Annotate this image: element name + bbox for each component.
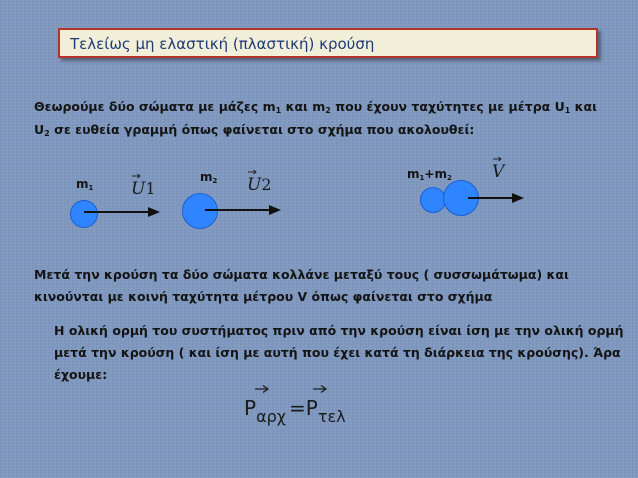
intro-sub-4: 2 (44, 129, 50, 138)
p-final-subscript: τελ (317, 407, 346, 426)
title-box (58, 28, 598, 58)
p-final: P (305, 396, 318, 420)
p-initial-subscript: αρχ (256, 407, 287, 426)
intro-text-a: Θεωρούμε δύο σώματα με μάζες m (34, 99, 276, 114)
intro-sub-1: 1 (275, 106, 282, 115)
intro-text-b: και m (281, 99, 326, 114)
momentum-formula (244, 396, 346, 426)
vector-arrow-icon (132, 173, 141, 179)
ball-combined-small (420, 187, 446, 213)
combined-mass-label: $m_1+m_2$ (407, 167, 452, 182)
intro-line-1 (34, 96, 597, 117)
intro-sub-3: 1 (564, 106, 571, 115)
after-line-2: κινούνται με κοινή ταχύτητα μέτρου V όπως φαίνεται στο σχήμα (34, 289, 493, 304)
equals-sign: = (289, 396, 306, 420)
vector-arrow-icon (493, 156, 502, 162)
intro-text-e: U (34, 122, 45, 137)
slide-title: Τελείως μη ελαστική (πλαστική) κρούση (70, 35, 375, 53)
after-line-1: Μετά την κρούση τα δύο σώματα κολλάνε μεταξύ τους ( συσσωμάτωμα) και (34, 267, 569, 282)
velocity-arrow-v (466, 191, 526, 205)
intro-text-c: που έχουν ταχύτητες με μέτρα U (330, 99, 565, 114)
momentum-line-1: Η ολική ορμή του συστήματος πριν από την κρούση είναι ίση με την ολική ορμή (54, 323, 624, 338)
mass-1-label: $m_1$ (76, 177, 94, 192)
p-initial: P (244, 396, 257, 420)
vector-arrow-icon (254, 384, 270, 394)
intro-line-2 (34, 119, 474, 140)
velocity-arrow-u1 (82, 205, 162, 219)
momentum-line-3: έχουμε: (54, 367, 108, 382)
intro-text-d: και (570, 99, 598, 114)
velocity-u1-label: U1 (131, 181, 156, 198)
velocity-u2-label: U2 (247, 177, 272, 194)
momentum-line-2: μετά την κρούση ( και ίση με αυτή που έχει κατά τη διάρκεια της κρούσης). Άρα (54, 345, 621, 360)
velocity-v-label: V (492, 164, 504, 181)
intro-text-f: σε ευθεία γραμμή όπως φαίνεται στο σχήμα που ακολουθεί: (49, 122, 475, 137)
mass-2-label: $m_2$ (200, 170, 218, 185)
intro-sub-2: 2 (325, 106, 331, 115)
vector-arrow-icon (312, 384, 328, 394)
velocity-arrow-u2 (203, 203, 283, 217)
vector-arrow-icon (248, 169, 257, 175)
